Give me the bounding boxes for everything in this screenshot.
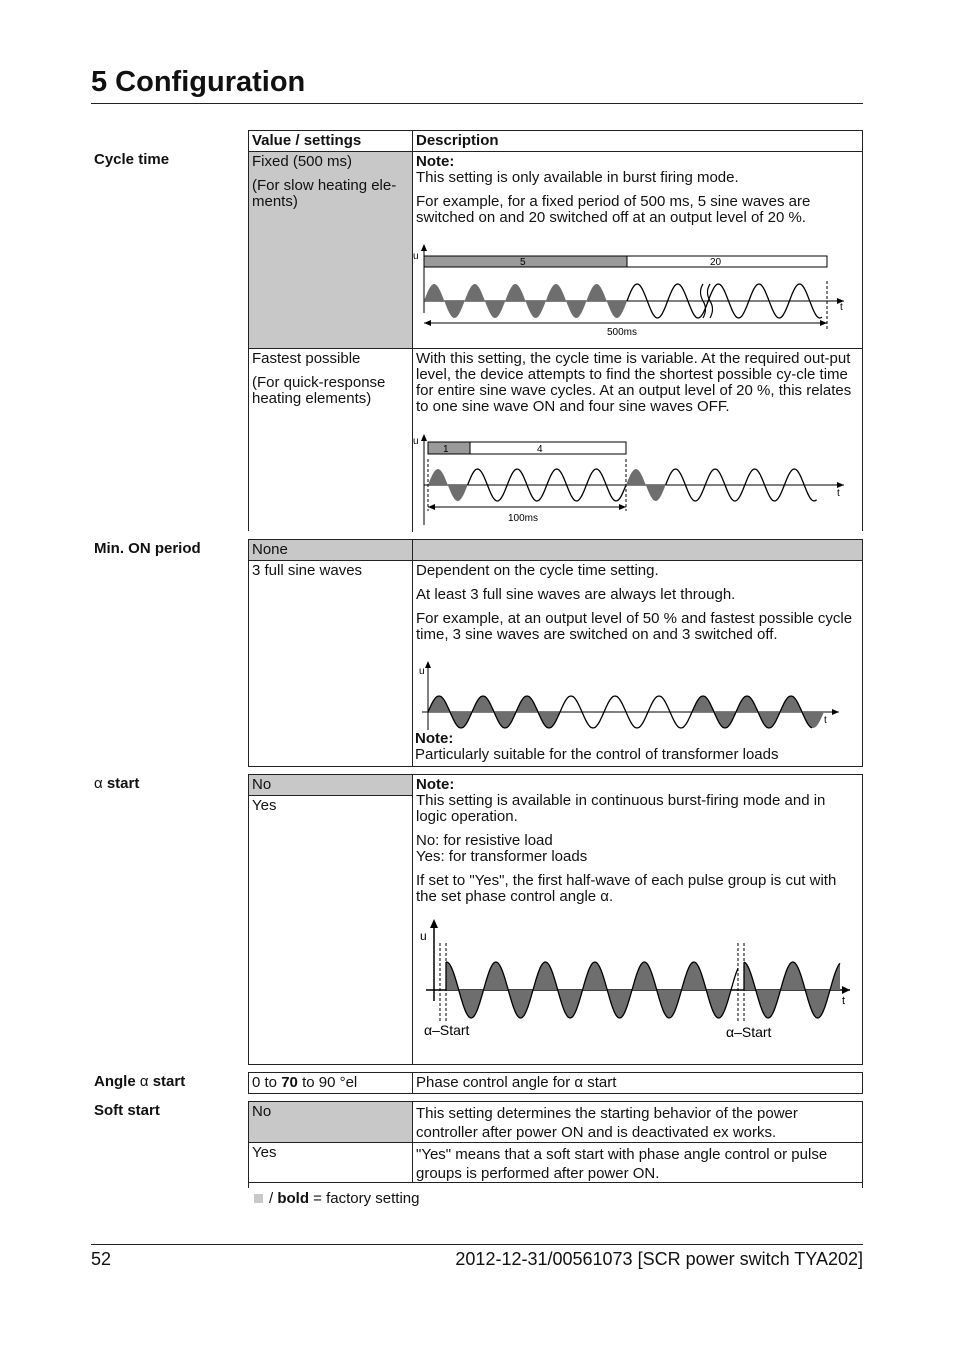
label-angle-text: Angle [94, 1073, 136, 1090]
on-bar [428, 442, 470, 454]
off-bar [627, 256, 827, 267]
alpha-symbol: α [94, 775, 103, 792]
label-min-on-period: Min. ON period [94, 540, 201, 557]
label-alpha-start-text: start [106, 775, 140, 792]
min-on-diagram [412, 658, 862, 734]
option-no-text: No: for resistive load [416, 832, 553, 849]
u-axis-arrow [425, 661, 431, 668]
angle-value [249, 1073, 412, 1093]
u-label: u [419, 666, 425, 677]
value-no: No [249, 775, 412, 795]
document-reference: 2012-12-31/00561073 [SCR power switch TYA202] [455, 1249, 863, 1269]
u-label: u [420, 929, 427, 943]
t-axis-arrow [842, 986, 850, 994]
off-bar [470, 442, 626, 454]
note-title: Note: [416, 776, 455, 793]
legend-bold: bold [277, 1190, 309, 1207]
alpha-start-diagram [412, 915, 862, 1045]
soft-start-yes: Yes [252, 1144, 277, 1161]
value-none: None [249, 540, 412, 560]
cell-fastest [249, 349, 412, 532]
example-text: For example, for a fixed period of 500 ms, 5 sine waves are switched on and 20 switched off at an output level of 20 %. [416, 193, 811, 226]
u-axis-arrow [421, 244, 427, 251]
value-fastest-sub: (For quick-response heating elements) [252, 374, 386, 407]
alpha-start-table [248, 774, 863, 1065]
u-axis-arrow [430, 919, 438, 928]
t-label: t [824, 715, 827, 726]
wave-on-fill [424, 284, 627, 318]
header-value-settings: Value / settings [252, 132, 362, 149]
u-axis-arrow [421, 434, 427, 441]
label-cycle-time: Cycle time [94, 151, 170, 168]
note-title: Note: [416, 153, 455, 170]
angle-description: Phase control angle for α start [412, 1073, 862, 1093]
dim-arrow-left [424, 320, 431, 326]
option-yes-text: Yes: for transformer loads [416, 848, 588, 865]
header-description: Description [412, 131, 862, 151]
off-count: 4 [537, 444, 543, 455]
explanation-text: If set to "Yes", the first half-wave of each pulse group is cut with the set phase control angle α. [416, 872, 837, 905]
burst-diagram-fastest [412, 431, 862, 529]
soft-start-yes-description: "Yes" means that a soft start with phase angle control or pulse groups is performed after power ON. [412, 1143, 862, 1183]
title-rule [91, 103, 863, 104]
label-alpha-start [94, 775, 139, 792]
soft-start-table [248, 1101, 863, 1188]
grey-square-icon [254, 1194, 263, 1203]
page-number: 52 [91, 1249, 112, 1269]
angle-alpha-table [248, 1072, 863, 1094]
on-count: 1 [443, 444, 449, 455]
t-axis-arrow [832, 709, 839, 715]
angle-factory-value: 70 [281, 1074, 298, 1091]
cycle-time-table [248, 130, 863, 531]
note-title: Note: [415, 730, 454, 747]
value-3-sine-waves: 3 full sine waves [252, 562, 363, 579]
on-count: 5 [520, 257, 526, 268]
note-text: Particularly suitable for the control of transformer loads [415, 746, 779, 763]
angle-value-end: to 90 °el [302, 1074, 358, 1091]
alpha-start-marker-right: α–Start [726, 1024, 772, 1040]
min-on-text-1: Dependent on the cycle time setting. [416, 562, 659, 579]
angle-value-start: 0 to [252, 1074, 278, 1091]
burst-diagram-fixed [412, 241, 862, 341]
legend-text: = factory setting [313, 1190, 420, 1207]
value-yes: Yes [252, 797, 277, 814]
value-fastest: Fastest possible [252, 350, 361, 367]
alpha-start-marker-left: α–Start [424, 1022, 470, 1038]
label-angle-alpha-start [94, 1073, 185, 1090]
t-label: t [837, 488, 840, 499]
cell-none-description [412, 540, 862, 560]
min-on-text-3: For example, at an output level of 50 % and fastest possible cycle time, 3 sine waves are switched on and 3 switched off. [416, 610, 853, 643]
min-on-text-2: At least 3 full sine waves are always let through. [416, 586, 736, 603]
note-text: This setting is only available in burst firing mode. [416, 169, 739, 186]
value-fixed: Fixed (500 ms) [252, 153, 353, 170]
footer-rule [91, 1244, 863, 1245]
u-label: u [413, 251, 419, 262]
min-on-table [248, 539, 863, 767]
note-text: This setting is available in continuous burst-firing mode and in logic operation. [416, 792, 826, 825]
dim-arrow-right [619, 504, 626, 510]
alpha-symbol: α [139, 1073, 149, 1090]
period-label: 500ms [607, 327, 638, 338]
divider [249, 1182, 862, 1183]
label-soft-start: Soft start [94, 1102, 160, 1119]
factory-setting-legend [254, 1190, 419, 1207]
chapter-title: 5 Configuration [91, 66, 306, 98]
off-count: 20 [710, 257, 722, 268]
u-label: u [413, 436, 419, 447]
soft-start-no: No [249, 1102, 412, 1142]
t-label: t [840, 302, 843, 313]
soft-start-no-description: This setting determines the starting behavior of the power controller after power ON and is deactivated ex works. [412, 1102, 862, 1142]
fastest-text: With this setting, the cycle time is variable. At the required out-put level, the device attempts to find the shortest possible cy-cle time for entire sine wave cycles. At an output level of 20 %, this relates to one sine wave ON and four sine waves OFF. [416, 350, 852, 415]
legend-separator: / [269, 1190, 274, 1207]
t-label: t [842, 995, 846, 1007]
label-start-text: start [152, 1073, 186, 1090]
dim-arrow-right [820, 320, 827, 326]
cell-fixed [249, 152, 412, 348]
period-label: 100ms [508, 513, 539, 524]
min-on-note [412, 729, 782, 765]
value-fixed-sub: (For slow heating ele-ments) [252, 177, 397, 210]
dim-arrow-left [428, 504, 435, 510]
